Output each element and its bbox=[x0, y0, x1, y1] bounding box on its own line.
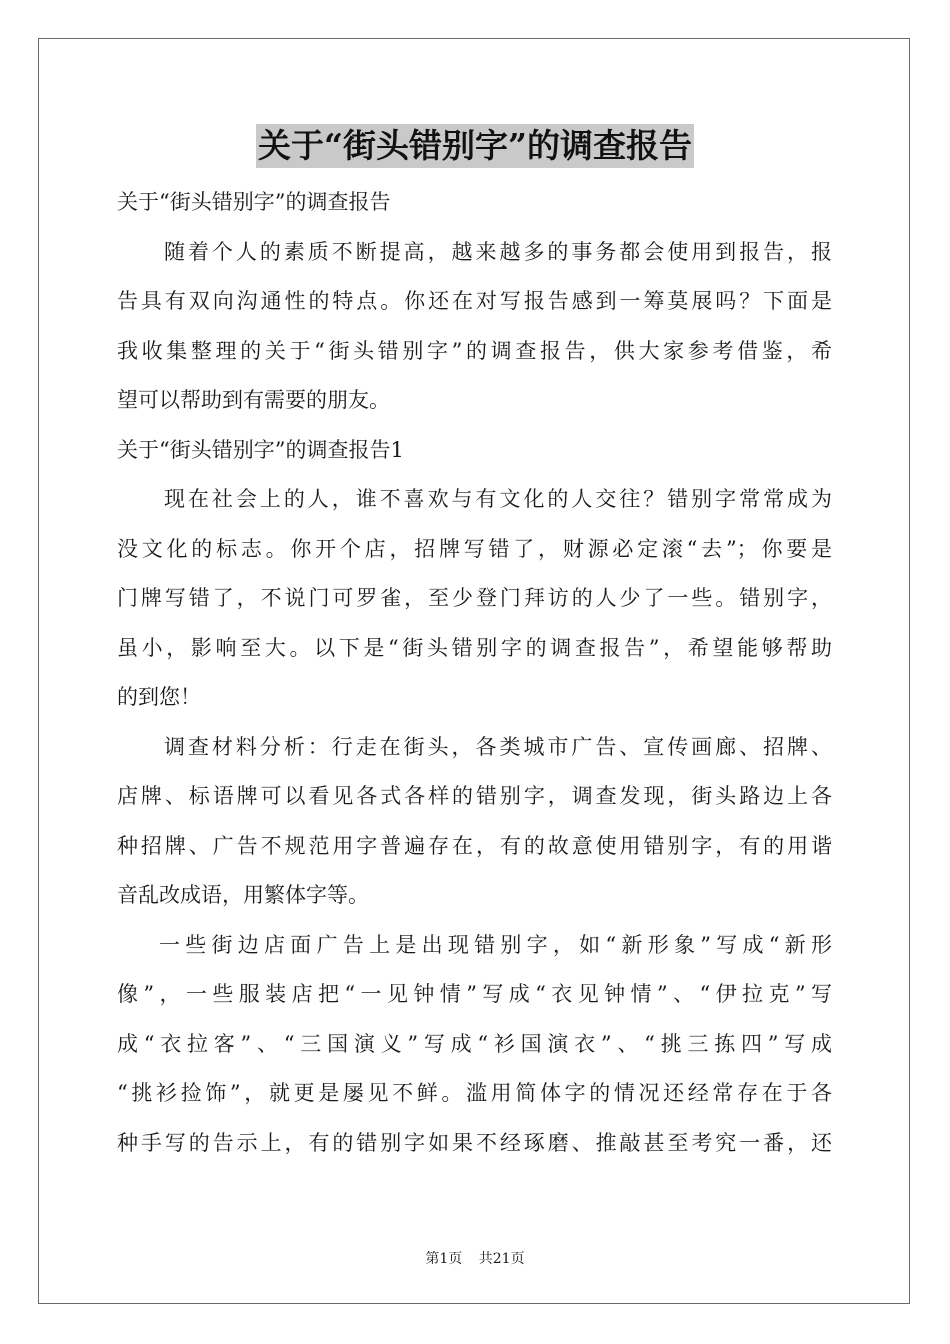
paragraph-line: 店牌、标语牌可以看见各式各样的错别字，调查发现，街头路边上各 bbox=[117, 784, 832, 808]
intro-paragraph bbox=[117, 228, 832, 426]
paragraph-line: 虽小，影响至大。以下是“街头错别字的调查报告”，希望能够帮助 bbox=[117, 635, 832, 660]
page-total: 共21页 bbox=[478, 1251, 525, 1267]
page-footer bbox=[0, 1248, 950, 1268]
paragraph-1 bbox=[117, 475, 832, 723]
paragraph-line: 告具有双向沟通性的特点。你还在对写报告感到一筹莫展吗？下面是 bbox=[117, 289, 832, 313]
paragraph-line: 音乱改成语，用繁体字等。 bbox=[117, 883, 369, 907]
section-heading: 关于“街头错别字”的调查报告1 bbox=[117, 437, 404, 462]
paragraph-line: 望可以帮助到有需要的朋友。 bbox=[117, 388, 390, 412]
page-number: 第1页 bbox=[425, 1251, 463, 1267]
document-body bbox=[117, 178, 832, 1168]
document-title: 关于“街头错别字”的调查报告 bbox=[256, 124, 694, 168]
paragraph-line: 现在社会上的人，谁不喜欢与有文化的人交往？错别字常常成为 bbox=[164, 487, 832, 511]
paragraph-line: “挑衫捡饰”，就更是屡见不鲜。滥用简体字的情况还经常存在于各 bbox=[117, 1081, 832, 1105]
paragraph-3 bbox=[117, 921, 832, 1169]
paragraph-line: 随着个人的素质不断提高，越来越多的事务都会使用到报告，报 bbox=[164, 239, 832, 264]
paragraph-line: 像”，一些服装店把“一见钟情”写成“衣见钟情”、“伊拉克”写 bbox=[117, 982, 832, 1006]
subtitle: 关于“街头错别字”的调查报告 bbox=[117, 190, 391, 214]
paragraph-line: 一些街边店面广告上是出现错别字，如“新形象”写成“新形 bbox=[159, 932, 832, 957]
paragraph-line: 成“衣拉客”、“三国演义”写成“衫国演衣”、“挑三拣四”写成 bbox=[117, 1031, 832, 1056]
paragraph-line: 种手写的告示上，有的错别字如果不经琢磨、推敲甚至考究一番，还 bbox=[117, 1130, 832, 1155]
paragraph-line: 调查材料分析：行走在街头，各类城市广告、宣传画廊、招牌、 bbox=[164, 734, 832, 759]
paragraph-line: 门牌写错了，不说门可罗雀，至少登门拜访的人少了一些。错别字， bbox=[117, 586, 832, 610]
paragraph-line: 我收集整理的关于“街头错别字”的调查报告，供大家参考借鉴，希 bbox=[117, 338, 832, 363]
paragraph-2 bbox=[117, 723, 832, 921]
paragraph-line: 没文化的标志。你开个店，招牌写错了，财源必定滚“去”；你要是 bbox=[117, 536, 832, 561]
paragraph-line: 的到您！ bbox=[117, 685, 201, 709]
paragraph-line: 种招牌、广告不规范用字普遍存在，有的故意使用错别字，有的用谐 bbox=[117, 833, 832, 858]
title-container bbox=[0, 124, 950, 168]
